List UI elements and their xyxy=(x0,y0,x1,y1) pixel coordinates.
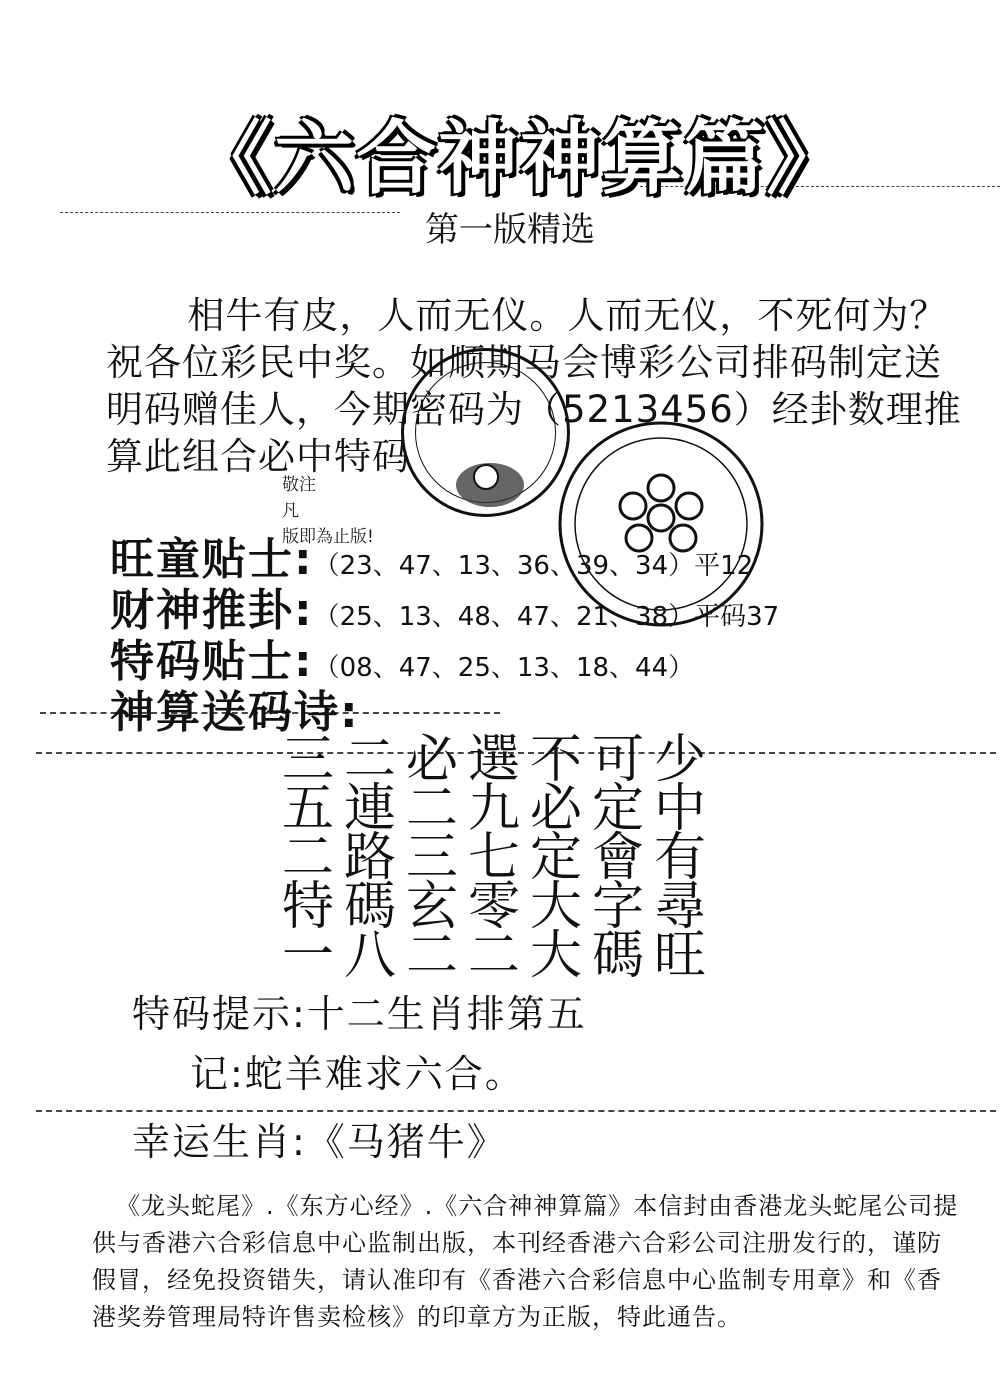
tip-row xyxy=(110,585,990,643)
document-subtitle: 第一版精选 xyxy=(425,210,595,250)
tip-label: 财神推卦: xyxy=(110,585,314,636)
tip-row xyxy=(110,534,990,592)
tip-value: （25、13、48、47、21、38）平码37 xyxy=(313,602,780,632)
tip-label: 特码贴士: xyxy=(110,636,314,687)
special-hint: 特码提示:十二生肖排第五 xyxy=(132,992,587,1036)
tip-value: （23、47、13、36、39、34）平12 xyxy=(313,551,754,581)
dashed-rule xyxy=(60,212,400,213)
intro-paragraph xyxy=(106,292,986,480)
poem-heading: 神算送码诗: xyxy=(110,687,360,738)
poem-line: 三二必選不可少 xyxy=(282,730,717,790)
poem-line: 特碼玄零大字尋 xyxy=(282,877,717,937)
lucky-zodiac: 幸运生肖:《马猪牛》 xyxy=(132,1120,507,1164)
poem-line: 二路三七定會有 xyxy=(282,828,717,888)
stamp-note-line: 凡 xyxy=(282,501,299,521)
poem-block xyxy=(282,730,802,986)
intro-text: 相牛有皮，人而无仪。人而无仪，不死何为？ 祝各位彩民中奖。如顺期马会博彩公司排码制定送明码赠佳人，今期密码为（5213456）经卦数理推算此组合必中特码 xyxy=(106,294,986,478)
footer-text: 《龙头蛇尾》.《东方心经》.《六合神神算篇》本信封由香港龙头蛇尾公司提供与香港六合彩信息中心监制出版，本刊经香港六合彩公司注册发行的，谨防假冒，经免投资错失，请认准印有《香港六合彩信息中心监制专用章》和《香港奖券管理局特许售卖检核》的印章方为正版，特此通告。 xyxy=(92,1192,959,1331)
tip-label: 旺童贴士: xyxy=(110,534,314,585)
poem-line: 五連二九必定中 xyxy=(282,779,717,839)
stamp-note-line: 版即為止版! xyxy=(282,527,374,547)
stamp-note-line: 敬注 xyxy=(282,475,316,495)
tip-value: （08、47、25、13、18、44） xyxy=(313,653,695,683)
dashed-rule xyxy=(36,1110,996,1112)
memo-text: 记:蛇羊难求六合。 xyxy=(190,1052,525,1096)
document-title: 《六合神神算篇》 xyxy=(192,111,848,205)
tip-row xyxy=(110,636,990,694)
poem-line: 一八二二大碼旺 xyxy=(282,926,717,986)
footer-notice xyxy=(92,1188,962,1336)
